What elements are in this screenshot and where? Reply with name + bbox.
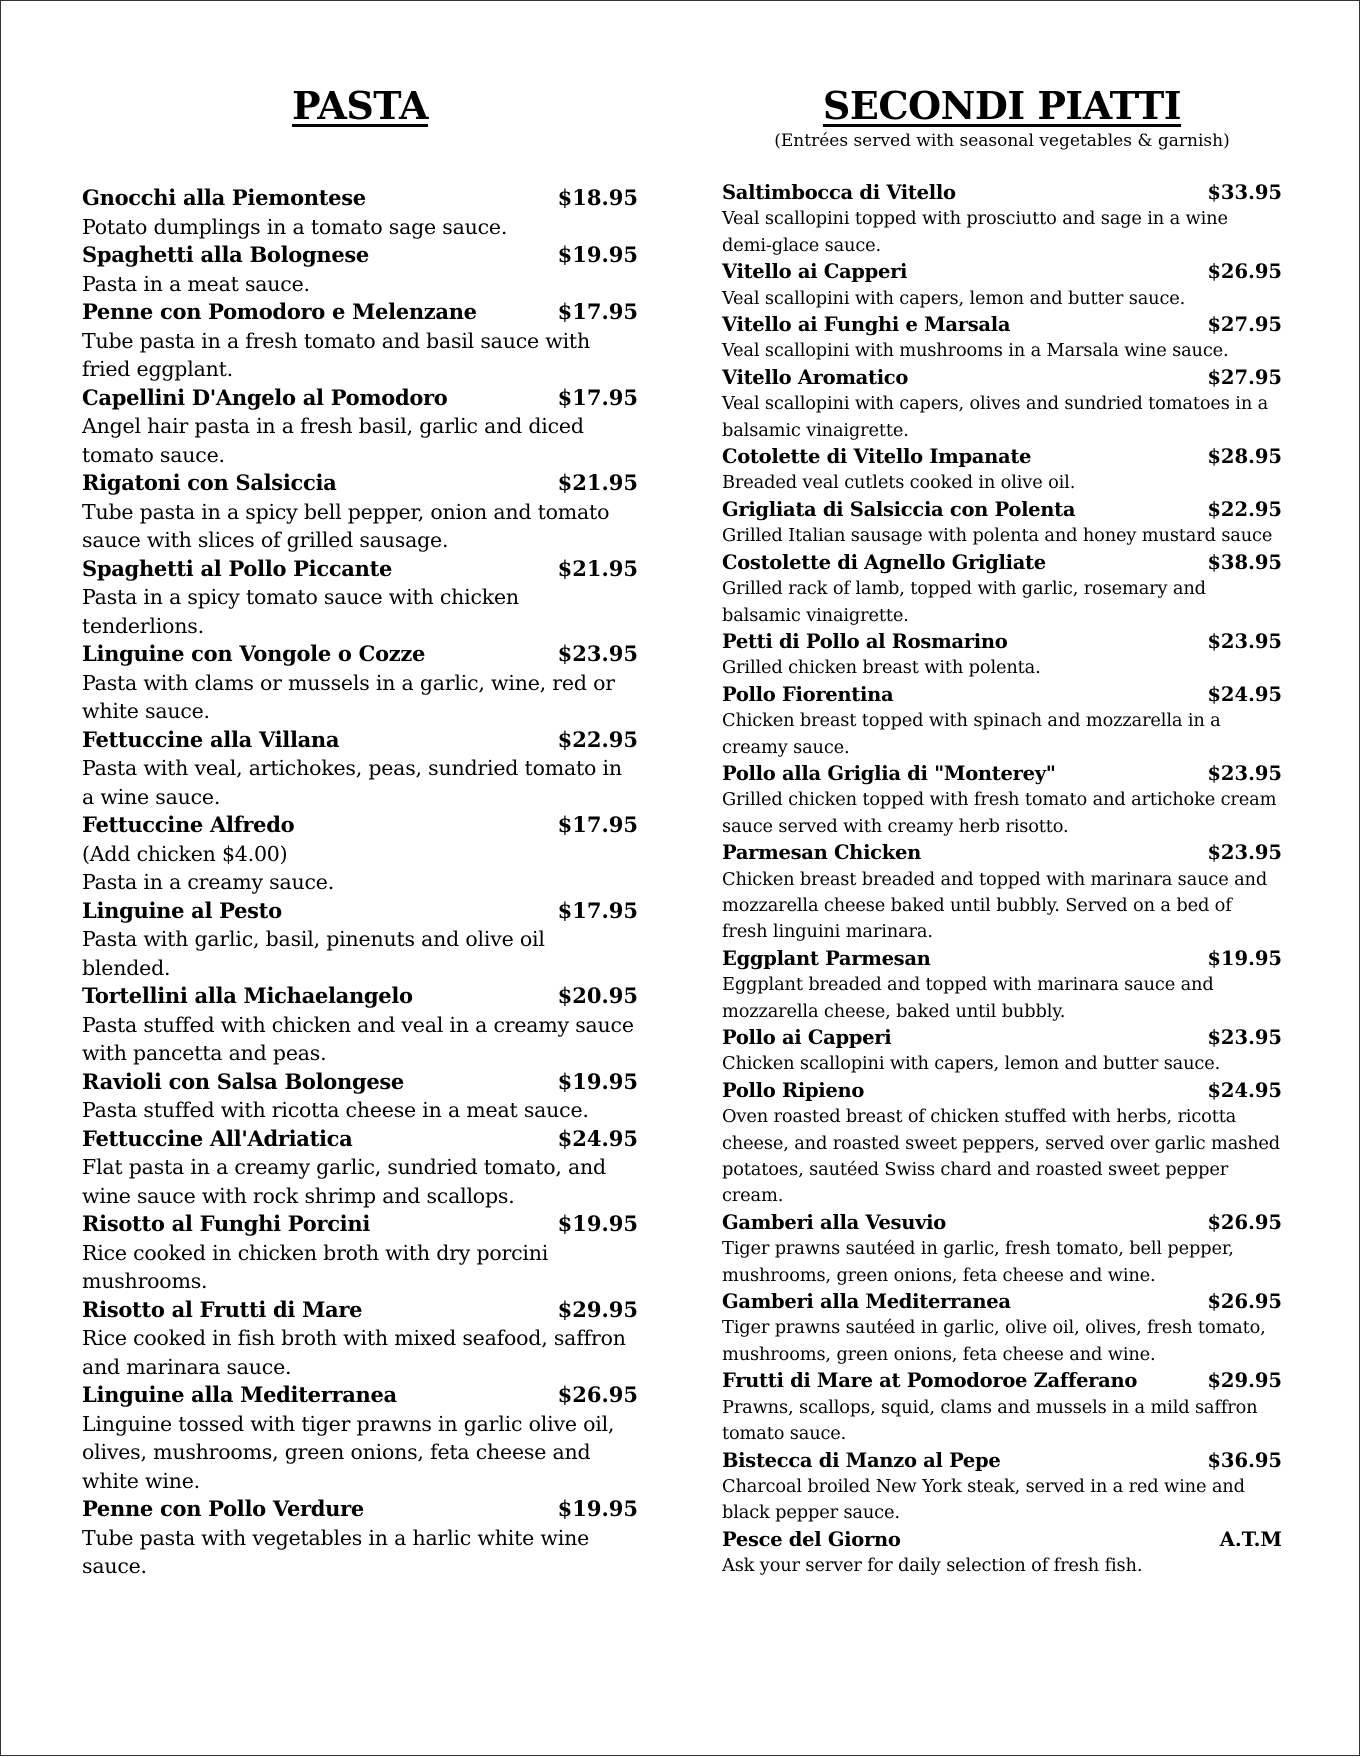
menu-item-name: Frutti di Mare at Pomodoroe Zafferano (722, 1369, 1138, 1393)
menu-item-header (82, 298, 638, 327)
menu-item (722, 444, 1282, 497)
menu-item (722, 180, 1282, 259)
menu-item (722, 682, 1282, 761)
menu-item-name: Risotto al Frutti di Mare (82, 1296, 363, 1322)
menu-item (82, 184, 638, 241)
menu-item (82, 897, 638, 983)
menu-item-price: $24.95 (1207, 682, 1282, 706)
menu-item-header (82, 1381, 638, 1410)
menu-item-description: Grilled chicken topped with fresh tomato and artichoke cream sauce served with creamy herb risotto. (722, 789, 1277, 837)
menu-item-price: A.T.M (1219, 1527, 1282, 1551)
menu-item (722, 365, 1282, 444)
menu-item-price: $29.95 (1207, 1369, 1282, 1393)
menu-item-name: Spaghetti al Pollo Piccante (82, 555, 393, 581)
menu-item-description: Pasta in a meat sauce. (82, 271, 310, 296)
menu-item-price: $20.95 (557, 983, 638, 1008)
menu-item-price: $33.95 (1207, 181, 1282, 204)
menu-item-name: Parmesan Chicken (722, 841, 921, 865)
menu-item-price: $17.95 (557, 384, 638, 410)
menu-item-price: $26.95 (557, 1382, 638, 1407)
menu-item-description: Tube pasta in a spicy bell pepper, onion and tomato sauce with slices of grilled sausage. (82, 499, 610, 552)
menu-item-description: Pasta with clams or mussels in a garlic, wine, red or white sauce. (82, 670, 615, 723)
menu-item-price: $21.95 (557, 470, 638, 495)
menu-item-price: $23.95 (1207, 1026, 1282, 1049)
menu-item-price: $38.95 (1207, 550, 1282, 574)
menu-item-description: Chicken breast topped with spinach and mozzarella in a creamy sauce. (722, 710, 1221, 758)
menu-item-description: Veal scallopini topped with prosciutto and sage in a wine demi-glace sauce. (722, 208, 1228, 256)
menu-item-description: Tube pasta in a fresh tomato and basil sauce with fried eggplant. (82, 328, 590, 381)
menu-item-price: $19.95 (557, 1496, 638, 1521)
menu-item-price: $17.95 (557, 897, 638, 923)
pasta-title: PASTA (292, 83, 428, 128)
secondi-item-list (722, 180, 1282, 1580)
menu-item-price: $29.95 (557, 1296, 638, 1322)
menu-item-description: Grilled chicken breast with polenta. (722, 657, 1041, 679)
menu-item (82, 1210, 638, 1296)
menu-item-price: $18.95 (557, 185, 638, 210)
menu-item-name: Cotolette di Vitello Impanate (722, 445, 1032, 469)
pasta-item-list (82, 184, 638, 1581)
secondi-subtitle: (Entrées served with seasonal vegetables & garnish) (774, 131, 1230, 151)
menu-item-description: Ask your server for daily selection of fresh fish. (722, 1555, 1143, 1577)
menu-item-price: $26.95 (1207, 1290, 1282, 1314)
menu-item (722, 840, 1282, 946)
menu-item-name: Saltimbocca di Vitello (722, 181, 956, 204)
menu-item-price: $23.95 (557, 641, 638, 666)
menu-item-name: Vitello ai Capperi (722, 260, 908, 284)
menu-item-header (82, 897, 638, 926)
menu-item-header (722, 1368, 1282, 1394)
menu-item-header (722, 550, 1282, 576)
menu-item (722, 312, 1282, 365)
menu-item-description: Oven roasted breast of chicken stuffed with herbs, ricotta cheese, and roasted sweet peppers, served over garlic mashed potatoes, sautéed Swiss chard and roasted sweet pepper cream. (722, 1106, 1281, 1207)
menu-item-name: Grigliata di Salsiccia con Polenta (722, 497, 1076, 521)
menu-item-header (82, 811, 638, 840)
menu-item-description: Pasta in a creamy sauce. (82, 870, 335, 894)
menu-item (82, 982, 638, 1068)
menu-item (82, 1495, 638, 1581)
menu-item-description: Prawns, scallops, squid, clams and mussels in a mild saffron tomato sauce. (722, 1396, 1258, 1445)
menu-item (722, 1210, 1282, 1289)
menu-item-header (722, 761, 1282, 787)
menu-item-header (722, 1210, 1282, 1236)
menu-item-name: Pesce del Giorno (722, 1527, 901, 1551)
menu-item-price: $24.95 (557, 1125, 638, 1151)
menu-item-name: Gamberi alla Vesuvio (722, 1210, 946, 1234)
menu-item-name: Fettuccine alla Villana (82, 726, 340, 752)
menu-item (722, 1527, 1282, 1580)
menu-item-header (82, 640, 638, 669)
menu-item (722, 259, 1282, 312)
menu-item-header (82, 241, 638, 270)
menu-item-price: $23.95 (1207, 629, 1282, 653)
menu-item-name: Spaghetti alla Bolognese (82, 242, 369, 267)
menu-item-description: Pasta with veal, artichokes, peas, sundried tomato in a wine sauce. (82, 756, 622, 809)
menu-item-header (722, 840, 1282, 866)
menu-item (722, 946, 1282, 1025)
menu-item-description: Linguine tossed with tiger prawns in garlic olive oil, olives, mushrooms, green onions, feta cheese and white wine. (82, 1411, 615, 1493)
menu-item (82, 241, 638, 298)
menu-item-description: Veal scallopini with capers, lemon and butter sauce. (722, 287, 1186, 309)
menu-item-description: Grilled Italian sausage with polenta and honey mustard sauce (722, 525, 1273, 547)
menu-item-description: Tiger prawns sautéed in garlic, olive oil, olives, fresh tomato, mushrooms, green onions, feta cheese and wine. (722, 1317, 1266, 1365)
menu-item-note: (Add chicken $4.00) (82, 841, 288, 866)
menu-item (82, 726, 638, 812)
secondi-title: SECONDI PIATTI (822, 83, 1182, 128)
menu-item-description: Veal scallopini with mushrooms in a Marsala wine sauce. (722, 340, 1229, 362)
menu-item-header (82, 469, 638, 498)
menu-item-price: $19.95 (557, 242, 638, 267)
menu-item-header (82, 1296, 638, 1325)
menu-item-price: $21.95 (557, 555, 638, 581)
menu-item-name: Pollo Fiorentina (722, 682, 894, 706)
menu-item-header (82, 982, 638, 1011)
menu-item-name: Costolette di Agnello Grigliate (722, 550, 1046, 574)
menu-item-name: Gamberi alla Mediterranea (722, 1290, 1011, 1314)
menu-item-description: Eggplant breaded and topped with marinara sauce and mozzarella cheese, baked until bubbly. (722, 974, 1214, 1022)
menu-item-description: Chicken breast breaded and topped with marinara sauce and mozzarella cheese baked until bubbly. Served on a bed of fresh linguini marinara. (722, 868, 1268, 943)
menu-item-name: Linguine alla Mediterranea (82, 1382, 397, 1407)
menu-item (722, 629, 1282, 682)
menu-item-name: Risotto al Funghi Porcini (82, 1211, 370, 1236)
menu-item-description: Veal scallopini with capers, olives and sundried tomatoes in a balsamic vinaigrette. (722, 393, 1269, 441)
menu-item-header (722, 259, 1282, 285)
menu-item-price: $22.95 (1207, 497, 1282, 521)
menu-item-price: $28.95 (1207, 445, 1282, 469)
menu-item (82, 811, 638, 897)
menu-item (82, 1068, 638, 1125)
menu-item-header (722, 1289, 1282, 1315)
menu-item-name: Linguine con Vongole o Cozze (82, 641, 426, 666)
menu-item (722, 1025, 1282, 1078)
menu-item-description: Grilled rack of lamb, topped with garlic, rosemary and balsamic vinaigrette. (722, 578, 1206, 626)
menu-item (722, 1448, 1282, 1527)
menu-item-description: Potato dumplings in a tomato sage sauce. (82, 214, 508, 239)
menu-item-description: Flat pasta in a creamy garlic, sundried tomato, and wine sauce with rock shrimp and scallops. (82, 1155, 606, 1208)
menu-item-name: Tortellini alla Michaelangelo (82, 983, 413, 1008)
menu-item-price: $24.95 (1207, 1078, 1282, 1102)
menu-item-header (82, 184, 638, 213)
menu-item-price: $19.95 (1207, 946, 1282, 970)
menu-item-header (722, 1527, 1282, 1553)
menu-item-price: $23.95 (1207, 761, 1282, 785)
menu-item-price: $22.95 (557, 726, 638, 752)
menu-item-name: Penne con Pomodoro e Melenzane (82, 299, 477, 324)
menu-item-description: Pasta stuffed with ricotta cheese in a meat sauce. (82, 1098, 589, 1122)
menu-item (722, 1289, 1282, 1368)
menu-item-name: Fettuccine All'Adriatica (82, 1125, 353, 1151)
menu-item (82, 555, 638, 641)
menu-item-price: $17.95 (557, 812, 638, 837)
menu-item-name: Rigatoni con Salsiccia (82, 470, 337, 495)
menu-item-name: Gnocchi alla Piemontese (82, 185, 366, 210)
menu-item-name: Pollo Ripieno (722, 1078, 865, 1102)
menu-item-description: Pasta stuffed with chicken and veal in a creamy sauce with pancetta and peas. (82, 1012, 634, 1065)
menu-item-price: $26.95 (1207, 260, 1282, 284)
menu-item-name: Pollo alla Griglia di "Monterey" (722, 761, 1056, 785)
menu-item-header (82, 1125, 638, 1154)
menu-item-description: Angel hair pasta in a fresh basil, garlic and diced tomato sauce. (82, 414, 584, 467)
menu-item-name: Fettuccine Alfredo (82, 812, 295, 837)
menu-item (82, 1125, 638, 1211)
menu-item-price: $17.95 (557, 299, 638, 324)
menu-item-header (82, 555, 638, 584)
menu-item-header (82, 1210, 638, 1239)
menu-item-price: $23.95 (1207, 841, 1282, 865)
menu-item (82, 640, 638, 726)
menu-item-name: Linguine al Pesto (82, 897, 282, 923)
menu-item-description: Tube pasta with vegetables in a harlic white wine sauce. (82, 1525, 590, 1578)
menu-item-header (82, 384, 638, 413)
menu-item-price: $36.95 (1207, 1448, 1282, 1472)
menu-item-description: Rice cooked in fish broth with mixed seafood, saffron and marinara sauce. (82, 1326, 626, 1379)
menu-item-header (82, 726, 638, 755)
menu-item (82, 469, 638, 555)
menu-item-name: Capellini D'Angelo al Pomodoro (82, 384, 448, 410)
menu-item (82, 1381, 638, 1495)
menu-item-header (722, 1078, 1282, 1104)
menu-item-header (82, 1495, 638, 1524)
menu-item-name: Ravioli con Salsa Bolongese (82, 1068, 404, 1094)
menu-item-name: Eggplant Parmesan (722, 946, 931, 970)
menu-item (722, 550, 1282, 629)
menu-item-description: Tiger prawns sautéed in garlic, fresh tomato, bell pepper, mushrooms, green onions, feta cheese and wine. (722, 1238, 1234, 1286)
menu-item-price: $19.95 (557, 1211, 638, 1236)
menu-item-price: $19.95 (557, 1068, 638, 1094)
menu-item-header (722, 629, 1282, 655)
menu-item-header (722, 946, 1282, 972)
menu-item (722, 1078, 1282, 1210)
menu-item-header (722, 497, 1282, 523)
menu-item-header (722, 682, 1282, 708)
menu-item-name: Petti di Pollo al Rosmarino (722, 629, 1008, 653)
menu-item (82, 384, 638, 470)
menu-item-description: Breaded veal cutlets cooked in olive oil. (722, 472, 1076, 494)
menu-item-name: Bistecca di Manzo al Pepe (722, 1448, 1001, 1472)
menu-item (82, 298, 638, 384)
menu-item-header (722, 180, 1282, 206)
menu-item (722, 761, 1282, 840)
menu-item-header (82, 1068, 638, 1097)
menu-item-description: Rice cooked in chicken broth with dry porcini mushrooms. (82, 1240, 549, 1293)
menu-item-name: Penne con Pollo Verdure (82, 1496, 364, 1521)
menu-item-name: Pollo ai Capperi (722, 1026, 892, 1049)
menu-item (82, 1296, 638, 1382)
menu-item (722, 497, 1282, 550)
menu-item (722, 1368, 1282, 1447)
menu-item-header (722, 365, 1282, 391)
menu-item-header (722, 312, 1282, 338)
menu-item-price: $26.95 (1207, 1210, 1282, 1234)
menu-item-price: $27.95 (1207, 365, 1282, 389)
menu-item-header (722, 444, 1282, 470)
menu-item-description: Pasta with garlic, basil, pinenuts and olive oil blended. (82, 927, 545, 980)
menu-item-name: Vitello ai Funghi e Marsala (722, 313, 1011, 337)
menu-item-name: Vitello Aromatico (722, 365, 909, 389)
menu-item-price: $27.95 (1207, 313, 1282, 337)
menu-item-description: Chicken scallopini with capers, lemon and butter sauce. (722, 1053, 1221, 1075)
menu-item-description: Charcoal broiled New York steak, served in a red wine and black pepper sauce. (722, 1475, 1245, 1524)
menu-item-description: Pasta in a spicy tomato sauce with chicken tenderlions. (82, 585, 519, 638)
menu-item-header (722, 1448, 1282, 1474)
menu-item-header (722, 1025, 1282, 1051)
